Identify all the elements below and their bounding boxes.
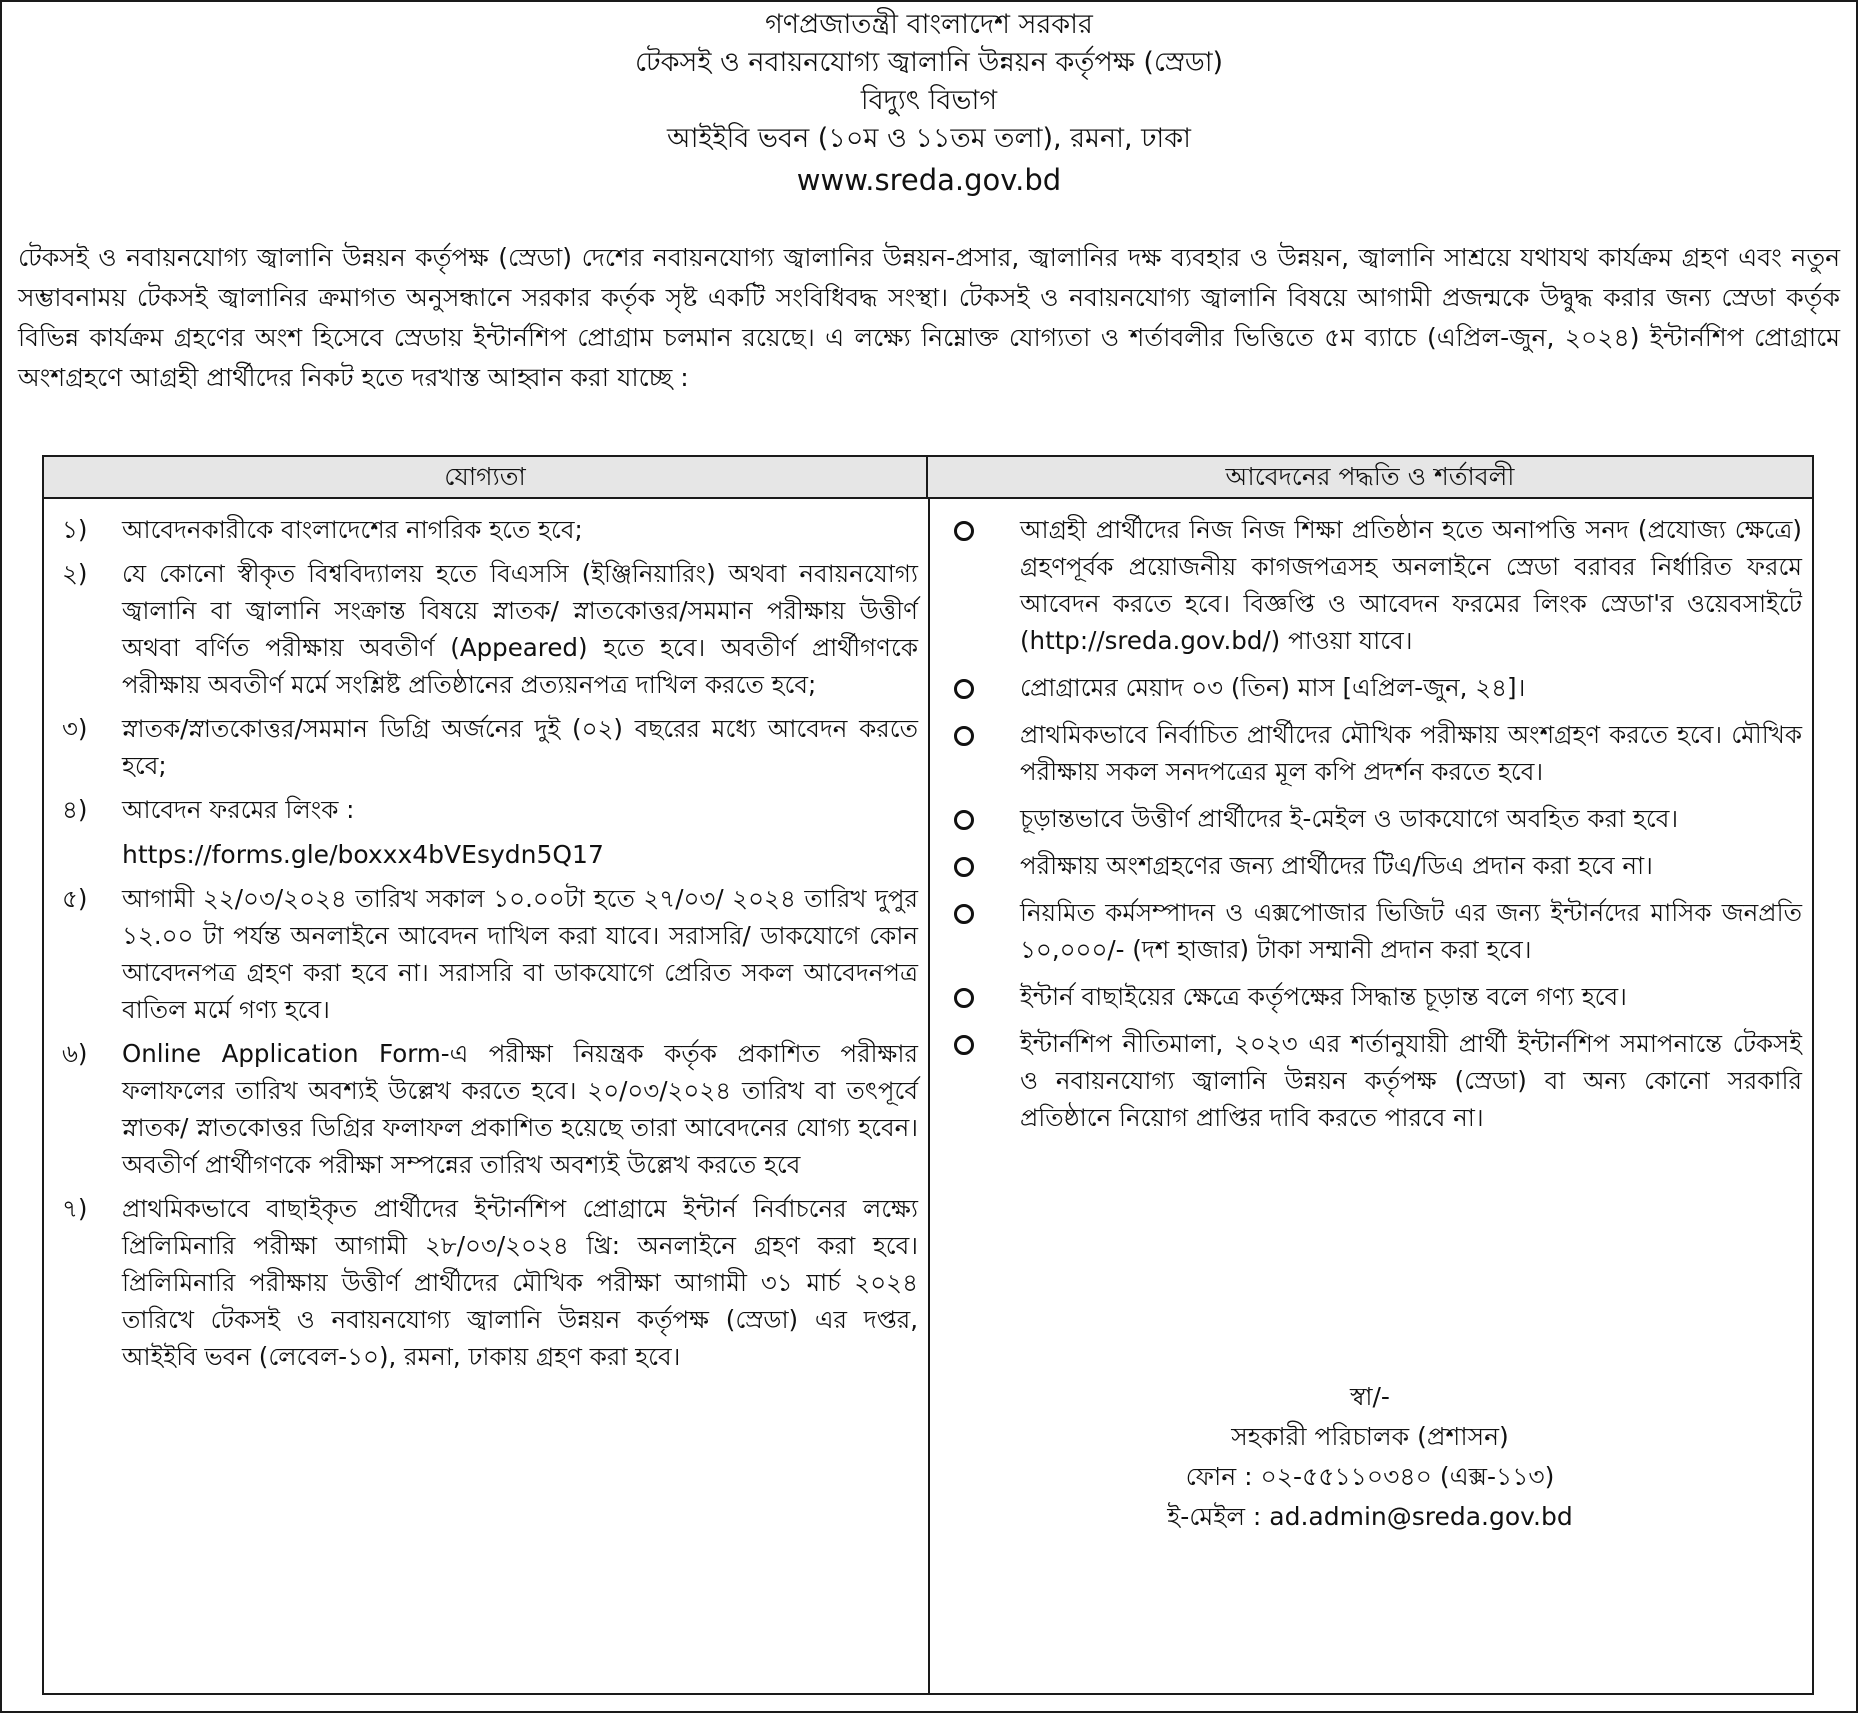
office-address: আইইবি ভবন (১০ম ও ১১তম তলা), রমনা, ঢাকা xyxy=(667,123,1191,154)
item-text: প্রাথমিকভাবে বাছাইকৃত প্রার্থীদের ইন্টার্নশিপ প্রোগ্রামে ইন্টার্ন নির্বাচনের লক্ষ্যে প্রিলিমিনারি পরীক্ষা আগামী ২৮/০৩/২০২৪ খ্রি: অনলাইনে গ্রহণ করা হবে। প্রিলিমিনারি পরীক্ষায় উত্তীর্ণ প্রার্থীদের মৌখিক পরীক্ষা আগামী ৩১ মার্চ ২০২৪ তারিখে টেকসই ও নবায়নযোগ্য জ্বালানি উন্নয়ন কর্তৃপক্ষ (স্রেডা) এর দপ্তর, আইইবি ভবন (লেবেল-১০), রমনা, ঢাকায় গ্রহণ করা হবে। xyxy=(122,1194,918,1371)
circle-bullet-icon xyxy=(954,810,974,830)
intro-paragraph: টেকসই ও নবায়নযোগ্য জ্বালানি উন্নয়ন কর্তৃপক্ষ (স্রেডা) দেশের নবায়নযোগ্য জ্বালানির উন্নয়ন-প্রসার, জ্বালানির দক্ষ ব্যবহার ও উন্নয়ন, জ্বালানি সাশ্রয়ে যথাযথ কার্যক্রম গ্রহণ এবং নতুন সম্ভাবনাময় টেকসই জ্বালানির ক্রমাগত অনুসন্ধানে সরকার কর্তৃক সৃষ্ট একটি সংবিধিবদ্ধ সংস্থা। টেকসই ও নবায়নযোগ্য জ্বালানি বিষয়ে আগামী প্রজন্মকে উদ্বুদ্ধ করার জন্য স্রেডা কর্তৃক বিভিন্ন কার্যক্রম গ্রহণের অংশ হিসেবে স্রেডায় ইন্টার্নশিপ প্রোগ্রাম চলমান রয়েছে। এ লক্ষ্যে নিম্নোক্ত যোগ্যতা ও শর্তাবলীর ভিত্তিতে ৫ম ব্যাচে (এপ্রিল-জুন, ২০২৪) ইন্টার্নশিপ প্রোগ্রামে অংশগ্রহণে আগ্রহী প্রার্থীদের নিকট হতে দরখাস্ত আহ্বান করা যাচ্ছে : xyxy=(18,243,1840,392)
item-number: ৫) xyxy=(62,884,88,913)
signatory-title: সহকারী পরিচালক (প্রশাসন) xyxy=(1231,1422,1509,1451)
conditions-column-header: আবেদনের পদ্ধতি ও শর্তাবলী xyxy=(928,457,1812,499)
item-number: ৩) xyxy=(62,714,88,743)
condition-item xyxy=(950,1025,1802,1136)
eligibility-item xyxy=(58,511,918,548)
item-text: আগামী ২২/০৩/২০২৪ তারিখ সকাল ১০.০০টা হতে ২৭/০৩/ ২০২৪ তারিখ দুপুর ১২.০০ টা পর্যন্ত অনলাইনে আবেদন দাখিল করা যাবে। সরাসরি/ ডাকযোগে কোন আবেদনপত্র গ্রহণ করা হবে না। সরাসরি বা ডাকযোগে প্রেরিত সকল আবেদনপত্র বাতিল মর্মে গণ্য হবে। xyxy=(122,884,918,1024)
eligibility-item xyxy=(58,791,918,873)
condition-text: পরীক্ষায় অংশগ্রহণের জন্য প্রার্থীদের টিএ/ডিএ প্রদান করা হবে না। xyxy=(1020,851,1653,880)
condition-text: নিয়মিত কর্মসম্পাদন ও এক্সপোজার ভিজিট এর জন্য ইন্টার্নদের মাসিক জনপ্রতি ১০,০০০/- (দশ হাজার) টাকা সম্মানী প্রদান করা হবে। xyxy=(1020,898,1802,964)
item-text: আবেদনকারীকে বাংলাদেশের নাগরিক হতে হবে; xyxy=(122,515,583,544)
condition-text: ইন্টার্নশিপ নীতিমালা, ২০২৩ এর শর্তানুযায়ী প্রার্থী ইন্টার্নশিপ সমাপনান্তে টেকসই ও নবায়নযোগ্য জ্বালানি উন্নয়ন কর্তৃপক্ষ (স্রেডা) বা অন্য কোনো সরকারি প্রতিষ্ঠানে নিয়োগ প্রাপ্তির দাবি করতে পারবে না। xyxy=(1020,1029,1802,1132)
contact-phone: ফোন : ০২-৫৫১১০৩৪০ (এক্স-১১৩) xyxy=(1185,1462,1555,1491)
item-text: স্নাতক/স্নাতকোত্তর/সমমান ডিগ্রি অর্জনের দুই (০২) বছরের মধ্যে আবেদন করতে হবে; xyxy=(122,714,918,780)
notice-table xyxy=(42,455,1814,1695)
government-title: গণপ্রজাতন্ত্রী বাংলাদেশ সরকার xyxy=(765,9,1093,40)
eligibility-list xyxy=(58,511,918,1382)
circle-bullet-icon xyxy=(954,679,974,699)
condition-text: ইন্টার্ন বাছাইয়ের ক্ষেত্রে কর্তৃপক্ষের সিদ্ধান্ত চূড়ান্ত বলে গণ্য হবে। xyxy=(1020,982,1627,1011)
circle-bullet-icon xyxy=(954,521,974,541)
item-number: ৪) xyxy=(62,795,88,824)
condition-item xyxy=(950,847,1802,884)
eligibility-item xyxy=(58,880,918,1028)
division-title: বিদ্যুৎ বিভাগ xyxy=(860,85,998,116)
item-text: আবেদন ফরমের লিংক : xyxy=(122,795,355,824)
eligibility-item xyxy=(58,1035,918,1183)
condition-text: আগ্রহী প্রার্থীদের নিজ নিজ শিক্ষা প্রতিষ্ঠান হতে অনাপত্তি সনদ (প্রযোজ্য ক্ষেত্রে) গ্রহণপূর্বক প্রয়োজনীয় কাগজপত্রসহ অনলাইনে স্রেডা বরাবর নির্ধারিত ফরমে আবেদন করতে হবে। বিজ্ঞপ্তি ও আবেদন ফরমের লিংক স্রেডা'র ওয়েবসাইটে (http://sreda.gov.bd/) পাওয়া যাবে। xyxy=(1020,515,1802,655)
item-number: ২) xyxy=(62,559,88,588)
condition-item xyxy=(950,716,1802,790)
signature-mark: স্বা/- xyxy=(1350,1382,1390,1411)
condition-item xyxy=(950,511,1802,659)
circle-bullet-icon xyxy=(954,988,974,1008)
eligibility-item xyxy=(58,555,918,703)
condition-item xyxy=(950,800,1802,837)
notice-header xyxy=(2,6,1856,202)
signature-block xyxy=(928,1377,1812,1537)
website-link[interactable]: www.sreda.gov.bd xyxy=(796,163,1062,197)
circle-bullet-icon xyxy=(954,857,974,877)
item-number: ১) xyxy=(62,515,88,544)
condition-text: প্রোগ্রামের মেয়াদ ০৩ (তিন) মাস [এপ্রিল-জুন, ২৪]। xyxy=(1020,673,1526,702)
item-text: Online Application Form-এ পরীক্ষা নিয়ন্ত্রক কর্তৃক প্রকাশিত পরীক্ষার ফলাফলের তারিখ অবশ্যই উল্লেখ করতে হবে। ২০/০৩/২০২৪ তারিখ বা তৎপূর্বে স্নাতক/ স্নাতকোত্তর ডিগ্রির ফলাফল প্রকাশিত হয়েছে তারা আবেদনের যোগ্য হবেন। অবতীর্ণ প্রার্থীগণকে পরীক্ষা সম্পন্নের তারিখ অবশ্যই উল্লেখ করতে হবে xyxy=(122,1039,918,1179)
item-text: যে কোনো স্বীকৃত বিশ্ববিদ্যালয় হতে বিএসসি (ইঞ্জিনিয়ারিং) অথবা নবায়নযোগ্য জ্বালানি বা জ্বালানি সংক্রান্ত বিষয়ে স্নাতক/ স্নাতকোত্তর/সমমান পরীক্ষায় উত্তীর্ণ অথবা বর্ণিত পরীক্ষায় অবতীর্ণ (Appeared) হতে হবে। অবতীর্ণ প্রার্থীগণকে পরীক্ষায় অবতীর্ণ মর্মে সংশ্লিষ্ট প্রতিষ্ঠানের প্রত্যয়নপত্র দাখিল করতে হবে; xyxy=(122,559,918,699)
eligibility-item xyxy=(58,710,918,784)
circle-bullet-icon xyxy=(954,1035,974,1055)
contact-email[interactable]: ই-মেইল : ad.admin@sreda.gov.bd xyxy=(1167,1502,1573,1531)
circle-bullet-icon xyxy=(954,726,974,746)
condition-text: প্রাথমিকভাবে নির্বাচিত প্রার্থীদের মৌখিক পরীক্ষায় অংশগ্রহণ করতে হবে। মৌখিক পরীক্ষায় সকল সনদপত্রের মূল কপি প্রদর্শন করতে হবে। xyxy=(1020,720,1802,786)
condition-item xyxy=(950,978,1802,1015)
application-form-link[interactable]: https://forms.gle/boxxx4bVEsydn5Q17 xyxy=(122,840,604,869)
condition-text: চূড়ান্তভাবে উত্তীর্ণ প্রার্থীদের ই-মেইল ও ডাকযোগে অবহিত করা হবে। xyxy=(1020,804,1679,833)
conditions-list xyxy=(950,511,1802,1146)
condition-item xyxy=(950,669,1802,706)
item-number: ৬) xyxy=(62,1039,88,1068)
item-number: ৭) xyxy=(62,1194,88,1223)
eligibility-item xyxy=(58,1190,918,1375)
condition-item xyxy=(950,894,1802,968)
eligibility-column-header: যোগ্যতা xyxy=(44,457,928,499)
organization-title: টেকসই ও নবায়নযোগ্য জ্বালানি উন্নয়ন কর্তৃপক্ষ (স্রেডা) xyxy=(634,47,1224,78)
circle-bullet-icon xyxy=(954,904,974,924)
